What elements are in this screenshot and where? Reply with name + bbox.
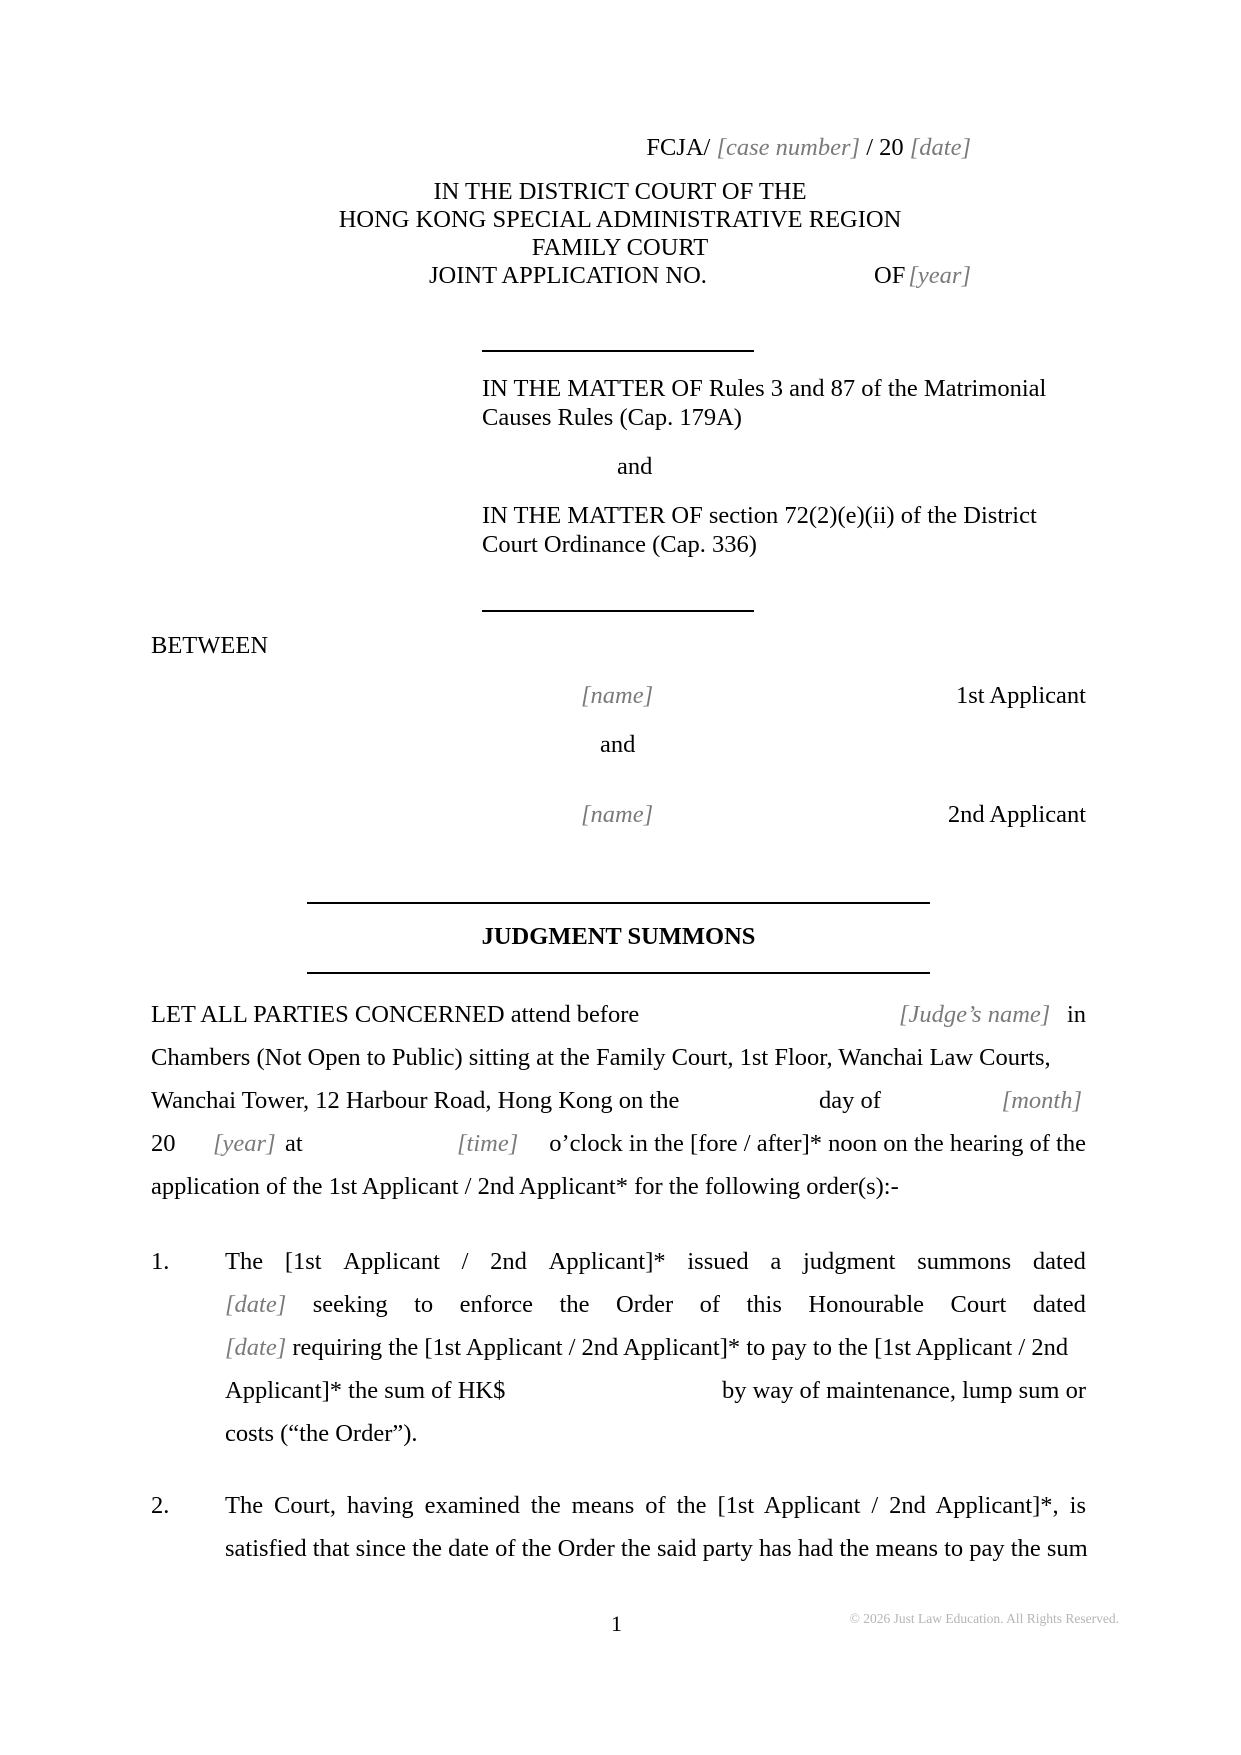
item-1-word: of [699,1291,721,1318]
intro-day-of-text: day of [819,1087,881,1114]
document-title: JUDGMENT SUMMONS [481,923,756,950]
order-date-field: [date] [225,1334,287,1361]
parties-and: and [600,731,636,758]
divider-top [482,350,754,352]
matter-2-line-1: IN THE MATTER OF section 72(2)(e)(ii) of the District [482,502,1037,529]
item-1-word: Applicant]* [548,1248,666,1275]
court-line-1: IN THE DISTRICT COURT OF THE [433,178,807,205]
judge-name-field: [Judge’s name] [899,1001,1051,1028]
matter-1-line-2: Causes Rules (Cap. 179A) [482,404,742,431]
item-1-word: Applicant [343,1248,440,1275]
item-1-line-2 [225,1293,1086,1318]
matter-and: and [617,453,653,480]
item-2-line-2: satisfied that since the date of the Order the said party has had the means to pay the sum [225,1535,1088,1562]
item-1-maintenance-text: by way of maintenance, lump sum or [721,1377,1086,1404]
court-line-2: HONG KONG SPECIAL ADMINISTRATIVE REGION [338,206,902,233]
intro-oclock-text: o’clock in the [fore / after]* noon on the hearing of the [549,1130,1086,1157]
item-1-number: 1. [151,1248,170,1275]
summons-date-field: [date] [225,1291,287,1318]
between-label: BETWEEN [151,632,269,659]
case-year-prefix: / 20 [866,134,904,161]
item-1-word: dated [1032,1291,1086,1318]
item-1-line-1 [225,1250,1086,1275]
application-number-label: JOINT APPLICATION NO. [429,262,707,289]
item-1-word: the [559,1291,590,1318]
matter-1-line-1: IN THE MATTER OF Rules 3 and 87 of the Matrimonial [482,375,1047,402]
item-1-word: issued [687,1248,749,1275]
item-1-word: to [414,1291,434,1318]
item-1-word: Honourable [808,1291,925,1318]
item-1-sum-text: Applicant]* the sum of HK$ [225,1377,506,1404]
intro-line-4 [151,1132,1086,1157]
item-2-number: 2. [151,1492,170,1519]
item-1-word: dated [1032,1248,1086,1275]
item-1-word: Court [950,1291,1007,1318]
divider-middle [482,610,754,612]
item-1-word: 2nd [490,1248,527,1275]
case-number-field: [case number] [716,134,861,161]
intro-line-2: Chambers (Not Open to Public) sitting at the Family Court, 1st Floor, Wanchai Law Courts, [151,1044,1051,1071]
first-applicant-name: [name] [581,682,654,709]
first-applicant-role: 1st Applicant [956,682,1086,709]
intro-at-text: at [285,1130,303,1157]
intro-venue-text: Wanchai Tower, 12 Harbour Road, Hong Kong on the [151,1087,680,1114]
item-1-word: seeking [312,1291,388,1318]
second-applicant-name: [name] [581,801,654,828]
item-2-line-1: The Court, having examined the means of the [1st Applicant / 2nd Applicant]*, is [225,1492,1086,1519]
hearing-year-field: [year] [213,1130,276,1157]
second-applicant-role: 2nd Applicant [947,801,1086,828]
case-reference [646,136,971,161]
case-date-field: [date] [909,134,971,161]
intro-line-3 [151,1089,1086,1114]
item-1-word: summons [917,1248,1012,1275]
intro-in-text: in [1066,1001,1086,1028]
page-number: 1 [611,1611,622,1636]
item-1-word: enforce [459,1291,534,1318]
item-1-line-3 [225,1336,1068,1361]
title-rule-top [307,902,930,904]
item-1-line-4 [225,1379,1086,1404]
copyright-notice: © 2026 Just Law Education. All Rights Reserved. [849,1611,1119,1626]
intro-attend-text: LET ALL PARTIES CONCERNED attend before [151,1001,640,1028]
matter-2-line-2: Court Ordinance (Cap. 336) [482,531,757,558]
item-1-word: / [461,1248,469,1275]
intro-line-1 [151,1003,1086,1028]
item-1-word: this [746,1291,782,1318]
application-year-field: [year] [908,262,971,289]
item-1-line-5: costs (“the Order”). [225,1420,418,1447]
item-1-word: a [770,1248,782,1275]
intro-century-text: 20 [151,1130,176,1157]
item-1-word: Order [615,1291,674,1318]
item-1-word: The [225,1248,264,1275]
application-of-label: OF [874,262,906,289]
item-1-word: judgment [802,1248,896,1275]
title-rule-bottom [307,972,930,974]
intro-line-5: application of the 1st Applicant / 2nd Applicant* for the following order(s):- [151,1173,899,1200]
hearing-month-field: [month] [1001,1087,1082,1114]
item-1-requiring-text: requiring the [1st Applicant / 2nd Applicant]* to pay to the [1st Applicant / 2nd [292,1334,1069,1361]
court-line-3: FAMILY COURT [531,234,709,261]
case-prefix: FCJA/ [646,134,711,161]
hearing-time-field: [time] [457,1130,519,1157]
item-1-word: [1st [284,1248,322,1275]
